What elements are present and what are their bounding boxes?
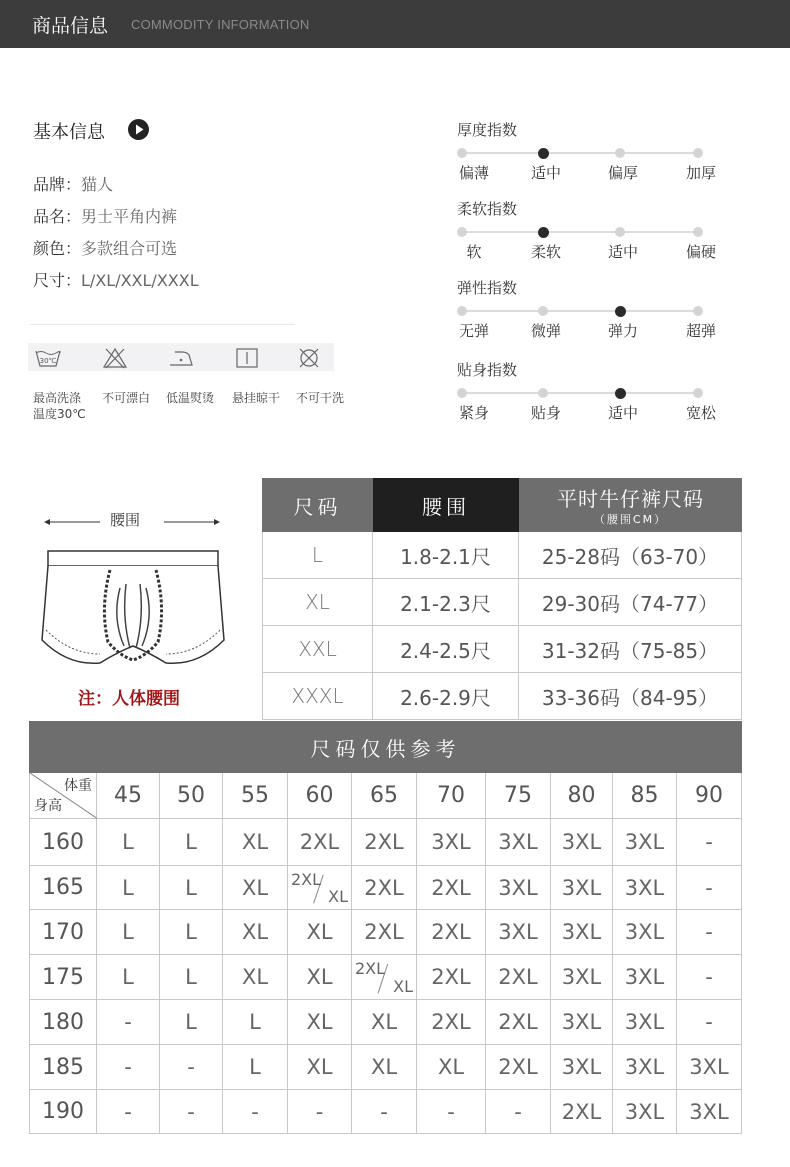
index-dot xyxy=(693,227,703,237)
jeans-header-sub: （腰围CM） xyxy=(593,513,668,526)
index-dot xyxy=(538,388,548,398)
corner-height-label: 身高 xyxy=(34,798,62,814)
info-label: 品牌： xyxy=(33,175,82,194)
info-row xyxy=(33,204,177,227)
index-dot-selected xyxy=(538,227,549,238)
size-cell: - xyxy=(160,1090,223,1134)
index-option-label: 微弹 xyxy=(530,322,561,340)
index-option-label: 宽松 xyxy=(685,404,716,422)
index-track xyxy=(462,152,700,154)
index-title: 厚度指数 xyxy=(457,121,518,139)
index-dot xyxy=(538,306,548,316)
size-cell: 3XL xyxy=(677,1045,742,1090)
size-cell: - xyxy=(677,955,742,1000)
size-table-cell: L xyxy=(262,532,373,579)
index-option-label: 适中 xyxy=(607,243,638,261)
section-title: 商品信息 xyxy=(32,15,109,37)
index-dot xyxy=(457,227,467,237)
index-dot xyxy=(693,148,703,158)
index-dot xyxy=(693,388,703,398)
size-cell: L xyxy=(223,1045,288,1090)
size-cell: XL xyxy=(288,1045,352,1090)
corner-weight-label: 体重 xyxy=(64,778,92,794)
weight-header-cell: 90 xyxy=(677,773,742,819)
low-iron-icon xyxy=(167,347,193,369)
size-cell: 2XL xyxy=(486,955,551,1000)
no-dry-clean-icon xyxy=(296,347,322,369)
care-label xyxy=(296,390,344,406)
size-cell: 3XL xyxy=(417,819,486,866)
size-cell: 2XL xyxy=(417,866,486,910)
size-cell: 3XL xyxy=(551,1000,613,1045)
care-label-line: 最高洗涤 xyxy=(33,391,82,405)
waist-label: 腰围 xyxy=(110,511,141,529)
no-bleach-icon xyxy=(102,347,128,369)
weight-header-cell: 55 xyxy=(223,773,288,819)
waist-note: 注：人体腰围 xyxy=(78,689,180,709)
size-cell: 2XL xyxy=(486,1000,551,1045)
size-cell: XL xyxy=(223,866,288,910)
index-title: 贴身指数 xyxy=(457,361,518,379)
size-cell: 3XL xyxy=(613,1000,677,1045)
size-cell: - xyxy=(677,819,742,866)
size-table-cell: 2.6-2.9尺 xyxy=(373,673,519,720)
size-cell: - xyxy=(97,1090,160,1134)
size-cell: L xyxy=(160,955,223,1000)
size-table-header-jeans xyxy=(519,478,742,532)
size-cell: 3XL xyxy=(613,955,677,1000)
size-cell: 3XL xyxy=(551,1045,613,1090)
index-dot-selected xyxy=(615,388,626,399)
height-header-cell: 170 xyxy=(29,910,97,955)
section-header xyxy=(0,0,790,48)
size-table-cell: XXXL xyxy=(262,673,373,720)
info-label: 颜色： xyxy=(33,239,82,258)
care-label-line: 不可漂白 xyxy=(102,391,151,405)
index-option-label: 偏薄 xyxy=(458,164,489,182)
split-size-upper: 2XL xyxy=(291,870,322,889)
care-label-line: 不可干洗 xyxy=(296,391,345,405)
index-option-label: 适中 xyxy=(530,164,561,182)
index-dot xyxy=(457,388,467,398)
info-row xyxy=(33,172,113,195)
care-label-line: 温度30℃ xyxy=(33,407,86,421)
index-option-label: 加厚 xyxy=(685,164,716,182)
size-cell: L xyxy=(97,910,160,955)
size-cell: - xyxy=(486,1090,551,1134)
split-size-upper: 2XL xyxy=(355,959,386,978)
care-label xyxy=(102,390,150,406)
weight-header-cell: 70 xyxy=(417,773,486,819)
size-table-cell: XL xyxy=(262,579,373,626)
size-cell: 3XL xyxy=(613,1090,677,1134)
wash-temp-text: 30℃ xyxy=(39,357,57,365)
info-label: 品名： xyxy=(33,207,82,226)
hang-dry-icon xyxy=(234,347,260,369)
size-cell: 3XL xyxy=(613,1045,677,1090)
size-cell: 2XL xyxy=(417,1000,486,1045)
index-dot xyxy=(693,306,703,316)
index-option-label: 贴身 xyxy=(530,404,561,422)
size-cell: L xyxy=(160,1000,223,1045)
size-cell: XL xyxy=(288,955,352,1000)
index-option-label: 弹力 xyxy=(607,322,638,340)
index-option-label: 无弹 xyxy=(458,322,489,340)
index-track xyxy=(462,231,700,233)
size-cell: 2XL xyxy=(486,1045,551,1090)
size-cell: XL xyxy=(417,1045,486,1090)
basic-info-title: 基本信息 xyxy=(33,122,105,143)
waist-arrow-right xyxy=(164,513,220,532)
size-cell: - xyxy=(352,1090,417,1134)
size-cell: 2XL xyxy=(551,1090,613,1134)
care-label-line: 低温熨烫 xyxy=(166,391,215,405)
size-table-cell: 2.4-2.5尺 xyxy=(373,626,519,673)
divider xyxy=(30,324,295,325)
size-table-cell: XXL xyxy=(262,626,373,673)
height-header-cell: 190 xyxy=(29,1090,97,1134)
info-row xyxy=(33,268,199,291)
index-dot xyxy=(457,148,467,158)
size-cell: L xyxy=(160,866,223,910)
index-option-label: 紧身 xyxy=(458,404,489,422)
size-cell: L xyxy=(97,866,160,910)
index-option-label: 适中 xyxy=(607,404,638,422)
care-label xyxy=(166,390,214,406)
split-size-cell xyxy=(352,955,416,999)
play-icon xyxy=(128,119,149,140)
size-cell: - xyxy=(417,1090,486,1134)
index-option-label: 软 xyxy=(466,243,482,261)
height-header-cell: 175 xyxy=(29,955,97,1000)
size-cell: 2XL xyxy=(352,910,417,955)
size-cell: 2XL xyxy=(352,819,417,866)
size-cell: 3XL xyxy=(551,910,613,955)
info-value: L/XL/XXL/XXXL xyxy=(81,271,199,290)
size-cell: 3XL xyxy=(486,910,551,955)
size-cell: XL xyxy=(223,955,288,1000)
size-cell: L xyxy=(97,955,160,1000)
info-value: 男士平角内裤 xyxy=(81,207,178,226)
weight-header-cell: 50 xyxy=(160,773,223,819)
size-cell: 3XL xyxy=(551,955,613,1000)
index-dot xyxy=(615,227,625,237)
size-cell: 3XL xyxy=(613,866,677,910)
height-header-cell: 160 xyxy=(29,819,97,866)
size-cell: - xyxy=(288,1090,352,1134)
split-size-lower: XL xyxy=(328,887,348,906)
size-cell: - xyxy=(223,1090,288,1134)
size-cell: 2XL xyxy=(288,819,352,866)
size-cell: XL xyxy=(288,910,352,955)
care-label xyxy=(33,390,86,422)
size-table-cell: 31-32码（75-85） xyxy=(519,626,742,673)
size-table-cell: 33-36码（84-95） xyxy=(519,673,742,720)
size-cell: 3XL xyxy=(613,819,677,866)
size-cell: 2XL xyxy=(417,910,486,955)
index-title: 柔软指数 xyxy=(457,200,518,218)
index-title: 弹性指数 xyxy=(457,279,518,297)
ref-table-corner xyxy=(29,773,97,819)
index-option-label: 超弹 xyxy=(685,322,716,340)
size-cell: - xyxy=(160,1045,223,1090)
size-cell: L xyxy=(223,1000,288,1045)
size-cell: XL xyxy=(223,819,288,866)
info-label: 尺寸： xyxy=(33,271,82,290)
height-header-cell: 165 xyxy=(29,866,97,910)
care-label xyxy=(232,390,280,406)
weight-header-cell: 75 xyxy=(486,773,551,819)
weight-header-cell: 85 xyxy=(613,773,677,819)
size-cell: XL xyxy=(352,1000,417,1045)
weight-header-cell: 60 xyxy=(288,773,352,819)
size-cell: 3XL xyxy=(551,866,613,910)
size-cell: 2XL xyxy=(417,955,486,1000)
size-table-cell: 29-30码（74-77） xyxy=(519,579,742,626)
wash-30-icon xyxy=(34,347,60,369)
size-cell: - xyxy=(97,1045,160,1090)
size-cell: 3XL xyxy=(486,819,551,866)
info-value: 猫人 xyxy=(81,175,114,194)
height-header-cell: 180 xyxy=(29,1000,97,1045)
size-table-cell: 1.8-2.1尺 xyxy=(373,532,519,579)
info-row xyxy=(33,236,177,259)
size-cell: L xyxy=(160,819,223,866)
waist-arrow-left xyxy=(44,513,100,532)
index-dot xyxy=(615,148,625,158)
size-cell: L xyxy=(97,819,160,866)
size-cell xyxy=(352,955,417,1000)
weight-header-cell: 45 xyxy=(97,773,160,819)
section-subtitle: COMMODITY INFORMATION xyxy=(131,17,310,32)
size-cell: XL xyxy=(352,1045,417,1090)
size-cell xyxy=(288,866,352,910)
size-cell: 2XL xyxy=(352,866,417,910)
ref-table-title: 尺码仅供参考 xyxy=(29,721,742,773)
index-dot-selected xyxy=(615,306,626,317)
size-table-header-size: 尺码 xyxy=(262,478,373,532)
index-dot xyxy=(457,306,467,316)
index-dot-selected xyxy=(538,148,549,159)
size-table-cell: 2.1-2.3尺 xyxy=(373,579,519,626)
size-table-cell: 25-28码（63-70） xyxy=(519,532,742,579)
height-header-cell: 185 xyxy=(29,1045,97,1090)
index-track xyxy=(462,392,700,394)
size-cell: L xyxy=(160,910,223,955)
size-cell: 3XL xyxy=(486,866,551,910)
size-cell: - xyxy=(677,910,742,955)
care-label-line: 悬挂晾干 xyxy=(232,391,281,405)
index-option-label: 偏厚 xyxy=(607,164,638,182)
size-cell: - xyxy=(677,1000,742,1045)
size-cell: 3XL xyxy=(551,819,613,866)
size-cell: XL xyxy=(223,910,288,955)
jeans-header-label: 平时牛仔裤尺码 xyxy=(557,487,704,511)
weight-header-cell: 65 xyxy=(352,773,417,819)
info-value: 多款组合可选 xyxy=(81,239,178,258)
index-track xyxy=(462,310,700,312)
size-cell: - xyxy=(97,1000,160,1045)
size-cell: 3XL xyxy=(677,1090,742,1134)
split-size-lower: XL xyxy=(393,977,413,996)
size-cell: XL xyxy=(288,1000,352,1045)
index-option-label: 柔软 xyxy=(530,243,561,261)
index-option-label: 偏硬 xyxy=(685,243,716,261)
split-size-cell xyxy=(288,866,351,909)
weight-header-cell: 80 xyxy=(551,773,613,819)
size-cell: 3XL xyxy=(613,910,677,955)
size-table-header-waist: 腰围 xyxy=(373,478,519,532)
briefs-illustration xyxy=(38,548,230,680)
size-cell: - xyxy=(677,866,742,910)
